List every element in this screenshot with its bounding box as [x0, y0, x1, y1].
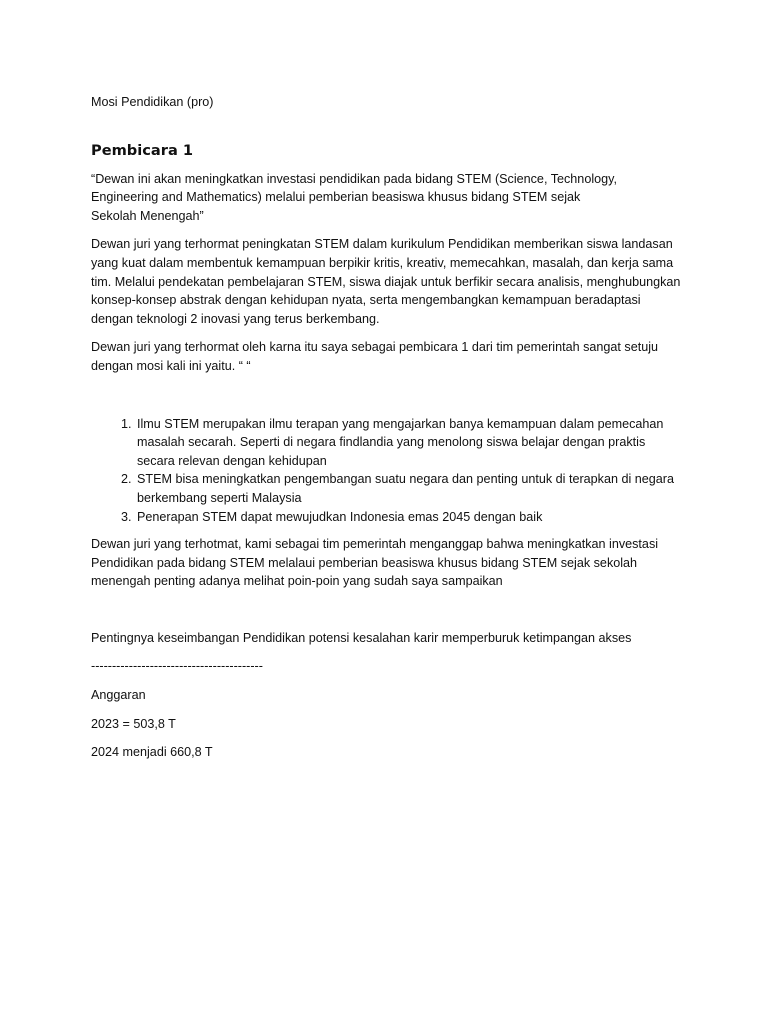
motion-line: “Dewan ini akan meningkatkan investasi pendidikan pada bidang STEM (Science, Technology,	[91, 171, 617, 186]
list-item: 3. Penerapan STEM dapat mewujudkan Indonesia emas 2045 dengan baik	[135, 508, 683, 527]
motion-line: Engineering and Mathematics) melalui pemberian beasiswa khusus bidang STEM sejak	[91, 190, 581, 205]
paragraph-agreement: Dewan juri yang terhormat oleh karna itu saya sebagai pembicara 1 dari tim pemerintah sangat setuju dengan mosi kali ini yaitu. “ “	[91, 340, 659, 373]
paragraph-conclusion: Dewan juri yang terhotmat, kami sebagai tim pemerintah menganggap bahwa meningkatkan investasi Pendidikan pada bidang STEM melalaui pemberian beasiswa khusus bidang STEM sejak sekolah menengah penting adanya melihat poin-poin yang sudah saya sampaikan	[91, 537, 659, 589]
budget-label: Anggaran	[91, 688, 146, 703]
speaker-heading: Pembicara 1	[91, 141, 194, 159]
list-item: 2. STEM bisa meningkatkan pengembangan suatu negara dan penting untuk di terapkan di negara berkembang seperti Malaysia	[135, 470, 683, 507]
paragraph-stem-benefits: Dewan juri yang terhormat peningkatan STEM dalam kurikulum Pendidikan memberikan siswa landasan yang kuat dalam membentuk kemampuan berpikir kritis, kreativ, memecahkan, masalah, dan kerja sama tim. Melalui pendekatan pembelajaran STEM, siswa diajak untuk berfikir secara analisis, menghubungkan konsep-konsep abstrak dengan kehidupan nyata, serta mengembangkan kemampuan beradaptasi dengan teknologi 2 inovasi yang terus berkembang.	[91, 237, 681, 326]
motion-line: Sekolah Menengah”	[91, 208, 204, 223]
list-item: 1. Ilmu STEM merupakan ilmu terapan yang mengajarkan banya kemampuan dalam pemecahan masalah secarah. Seperti di negara findlandia yang menolong siswa belajar dengan praktis secara relevan dengan kehidupan	[135, 415, 683, 471]
motion-statement	[91, 170, 639, 226]
document-title: Mosi Pendidikan (pro)	[91, 95, 214, 109]
document-body	[91, 93, 683, 762]
budget-2023: 2023 = 503,8 T	[91, 716, 176, 731]
separator-line: -----------------------------------------	[91, 659, 263, 674]
topic-line: Pentingnya keseimbangan Pendidikan potensi kesalahan karir memperburuk ketimpangan akses	[91, 630, 632, 645]
budget-2024: 2024 menjadi 660,8 T	[91, 745, 213, 760]
argument-list	[91, 415, 683, 527]
